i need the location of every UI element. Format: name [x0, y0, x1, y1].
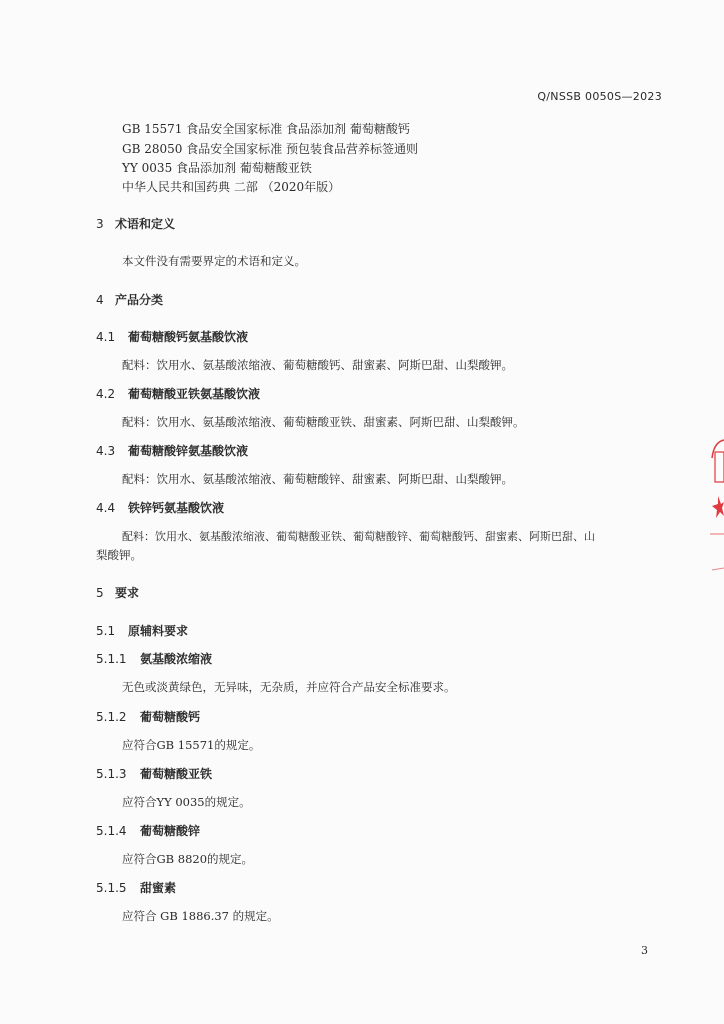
section-number: 3: [96, 217, 104, 231]
subsection-title: 葡萄糖酸锌氨基酸饮液: [128, 444, 249, 458]
ingredients-text: 配料：饮用水、氨基酸浓缩液、葡萄糖酸钙、甜蜜素、阿斯巴甜、山梨酸钾。: [122, 358, 513, 372]
subsection-number: 4.3: [96, 444, 116, 458]
section-heading-4: [96, 291, 163, 308]
clause-title: 葡萄糖酸钙: [140, 710, 201, 724]
section-title: 要求: [115, 586, 140, 600]
clause-title: 氨基酸浓缩液: [140, 652, 213, 666]
document-code: Q/NSSB 0050S—2023: [537, 90, 662, 103]
subsection-title: 铁锌钙氨基酸饮液: [128, 501, 225, 515]
clause-text: 应符合GB 8820的规定。: [122, 852, 254, 866]
ingredients-text-continued: 梨酸钾。: [96, 548, 142, 562]
ingredients-text: 配料：饮用水、氨基酸浓缩液、葡萄糖酸亚铁、甜蜜素、阿斯巴甜、山梨酸钾。: [122, 415, 525, 429]
section-heading-3: [96, 215, 175, 232]
clause-heading-5-1-1: [96, 650, 212, 667]
section-heading-5: [96, 584, 139, 601]
section-paragraph: 本文件没有需要界定的术语和定义。: [122, 254, 306, 268]
subsection-heading-4-3: [96, 442, 248, 459]
reference-item: 中华人民共和国药典 二部 （2020年版）: [122, 180, 341, 194]
clause-text: 应符合YY 0035的规定。: [122, 795, 251, 809]
section-number: 5: [96, 586, 104, 600]
subsection-number: 4.4: [96, 501, 116, 515]
clause-number: 5.1.3: [96, 767, 127, 781]
clause-number: 5.1.1: [96, 652, 127, 666]
subsection-title: 原辅料要求: [128, 624, 189, 638]
clause-heading-5-1-3: [96, 765, 212, 782]
subsection-heading-4-2: [96, 385, 260, 402]
reference-item: GB 28050 食品安全国家标准 预包装食品营养标签通则: [122, 142, 419, 156]
subsection-number: 4.1: [96, 330, 116, 344]
clause-number: 5.1.2: [96, 710, 127, 724]
clause-heading-5-1-5: [96, 879, 176, 896]
page-number: 3: [641, 944, 648, 957]
subsection-heading-4-1: [96, 328, 248, 345]
subsection-title: 葡萄糖酸钙氨基酸饮液: [128, 330, 249, 344]
section-number: 4: [96, 293, 104, 307]
ingredients-text: 配料：饮用水、氨基酸浓缩液、葡萄糖酸亚铁、葡萄糖酸锌、葡萄糖酸钙、甜蜜素、阿斯巴甜、山: [122, 530, 595, 543]
reference-item: YY 0035 食品添加剂 葡萄糖酸亚铁: [122, 161, 312, 175]
ingredients-text: 配料：饮用水、氨基酸浓缩液、葡萄糖酸锌、甜蜜素、阿斯巴甜、山梨酸钾。: [122, 472, 513, 486]
clause-text: 应符合 GB 1886.37 的规定。: [122, 909, 279, 923]
clause-title: 葡萄糖酸亚铁: [140, 767, 213, 781]
subsection-number: 5.1: [96, 624, 116, 638]
clause-heading-5-1-2: [96, 708, 200, 725]
seal-stamp-icon: [706, 438, 724, 578]
section-title: 术语和定义: [115, 217, 176, 231]
clause-number: 5.1.4: [96, 824, 127, 838]
subsection-title: 葡萄糖酸亚铁氨基酸饮液: [128, 387, 261, 401]
subsection-heading-5-1: [96, 622, 188, 639]
clause-title: 甜蜜素: [140, 881, 177, 895]
clause-heading-5-1-4: [96, 822, 200, 839]
clause-number: 5.1.5: [96, 881, 127, 895]
reference-item: GB 15571 食品安全国家标准 食品添加剂 葡萄糖酸钙: [122, 122, 410, 136]
clause-text: 无色或淡黄绿色，无异味，无杂质，并应符合产品安全标准要求。: [122, 680, 456, 694]
subsection-heading-4-4: [96, 499, 224, 516]
clause-title: 葡萄糖酸锌: [140, 824, 201, 838]
section-title: 产品分类: [115, 293, 164, 307]
clause-text: 应符合GB 15571的规定。: [122, 738, 261, 752]
subsection-number: 4.2: [96, 387, 116, 401]
